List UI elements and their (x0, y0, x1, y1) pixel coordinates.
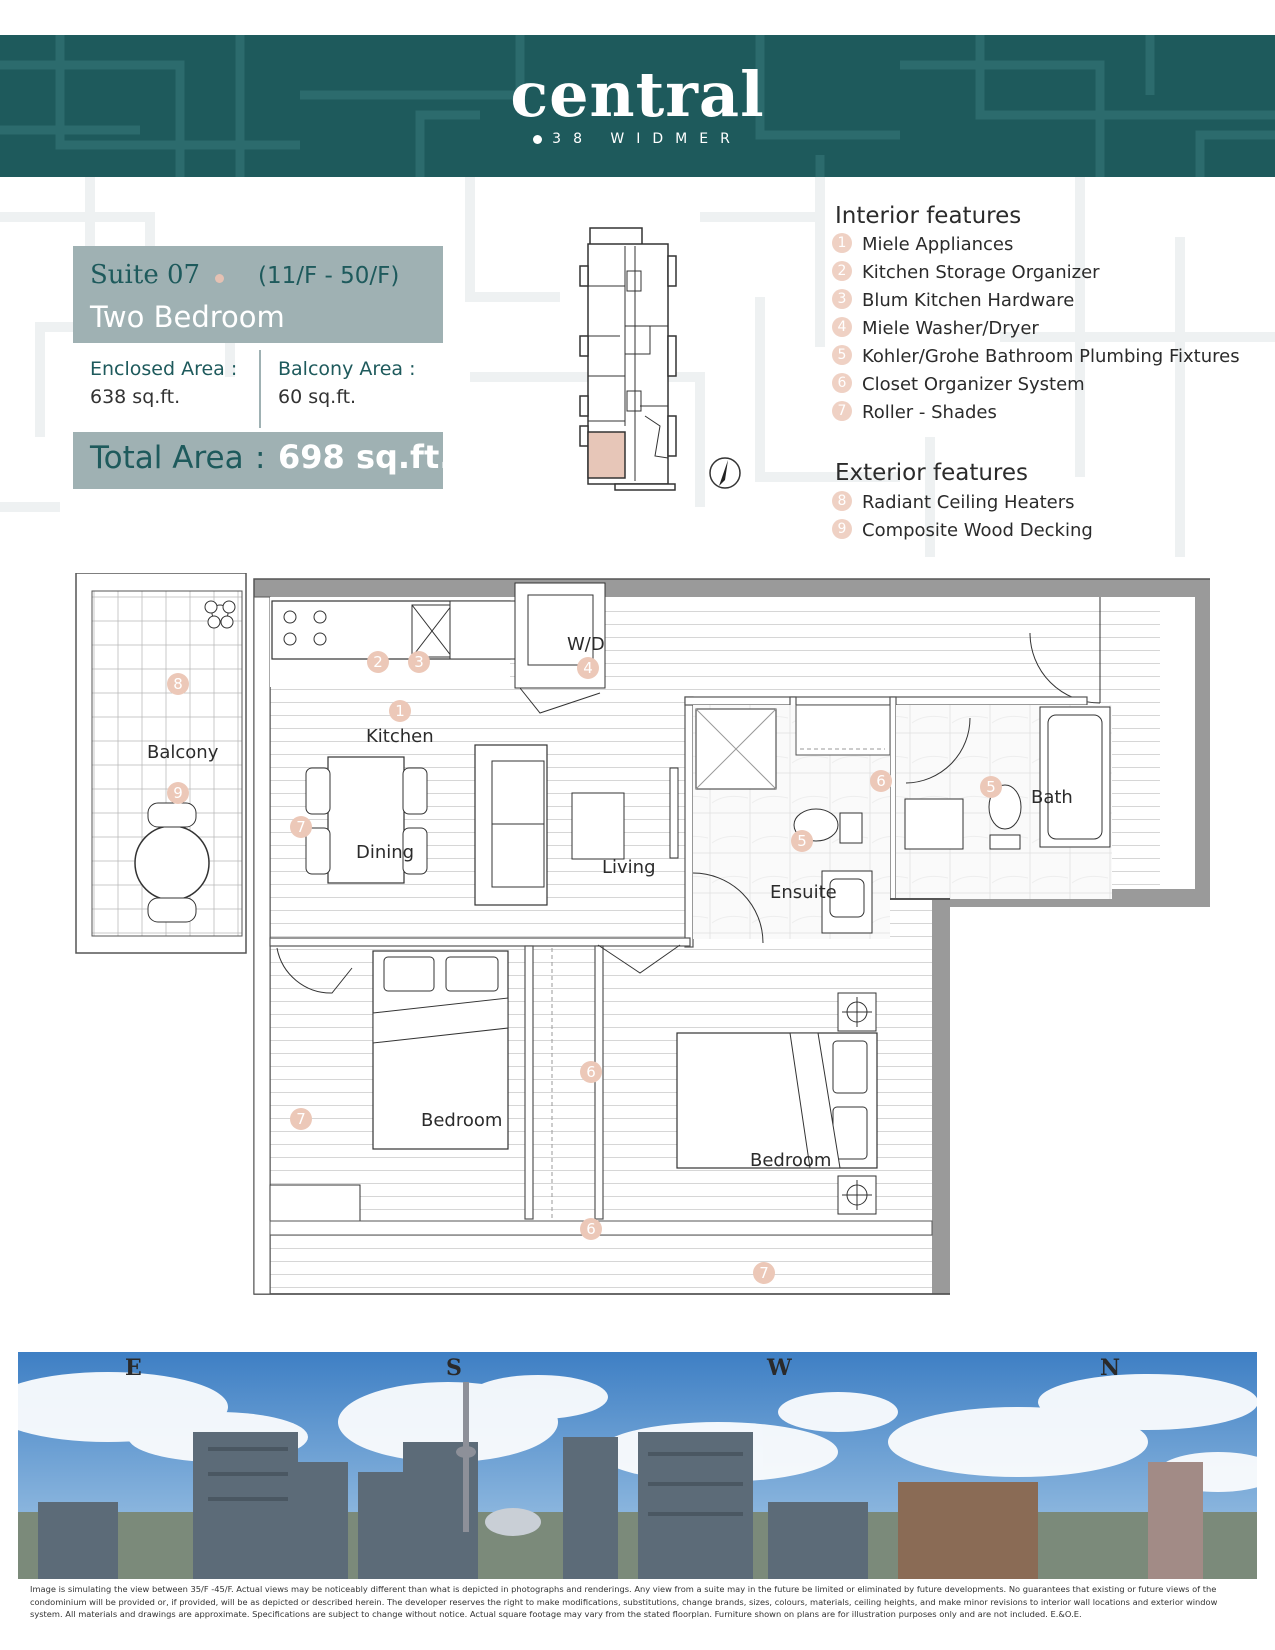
disclaimer-text: Image is simulating the view between 35/F -45/F. Actual views may be noticeably different than what is depicted in photographs and renderings. Any view from a suite may in the future be limited or eliminated by future developments. No guarantees that existing or future views of the condominium will be provided or, if provided, will be as depicted or described herein. The developer reserves the right to make modifications, substitutions, change brands, sizes, colours, materials, ceiling heights, and make minor revisions to interior wall locations and exterior window system. All materials and drawings are approximate. Specifications are subject to change without notice. Actual square footage may vary from the stated floorplan. Furniture shown on plans are for illustration purposes only and are not included. E.&O.E. (30, 1584, 1218, 1619)
floor-plan-drawing (70, 573, 1210, 1323)
feature-item (832, 492, 1093, 520)
balcony-area-value: 60 sq.ft. (278, 386, 357, 408)
plan-marker: 3 (408, 651, 430, 673)
room-label-ensuite: Ensuite (770, 882, 837, 903)
suite-type: Two Bedroom (90, 300, 285, 334)
feature-number: 4 (832, 317, 852, 337)
feature-label: Blum Kitchen Hardware (862, 290, 1075, 311)
north-compass-icon (708, 456, 742, 490)
logo-dot-icon (533, 135, 542, 144)
feature-number: 3 (832, 289, 852, 309)
plan-marker: 8 (167, 673, 189, 695)
feature-number: 9 (832, 519, 852, 539)
feature-label: Kohler/Grohe Bathroom Plumbing Fixtures (862, 346, 1240, 367)
feature-label: Radiant Ceiling Heaters (862, 492, 1075, 513)
plan-marker: 9 (167, 782, 189, 804)
feature-number: 1 (832, 233, 852, 253)
brand-logo: central (510, 58, 765, 131)
feature-item (832, 262, 1240, 290)
total-area-label: Total Area (90, 440, 244, 476)
room-label-wd: W/D (567, 634, 605, 655)
balcony-area-label: Balcony Area : (278, 358, 416, 380)
feature-label: Miele Washer/Dryer (862, 318, 1039, 339)
plan-marker: 4 (577, 657, 599, 679)
exterior-features-list (832, 492, 1093, 548)
plan-marker: 1 (389, 700, 411, 722)
room-label-dining: Dining (356, 842, 415, 863)
plan-marker: 6 (580, 1061, 602, 1083)
room-label-bedroom-2: Bedroom (750, 1150, 832, 1171)
feature-number: 8 (832, 491, 852, 511)
feature-item (832, 346, 1240, 374)
total-area-colon: : (255, 440, 266, 476)
enclosed-area-value: 638 sq.ft. (90, 386, 181, 408)
room-label-bedroom: Bedroom (421, 1110, 503, 1131)
plan-marker: 7 (290, 816, 312, 838)
direction-south: S (446, 1355, 462, 1381)
direction-north: N (1100, 1355, 1121, 1381)
room-label-balcony: Balcony (147, 742, 219, 763)
plan-marker: 7 (290, 1108, 312, 1130)
plan-marker: 6 (580, 1218, 602, 1240)
feature-label: Miele Appliances (862, 234, 1014, 255)
interior-features-heading: Interior features (835, 203, 1022, 229)
feature-item (832, 374, 1240, 402)
feature-label: Composite Wood Decking (862, 520, 1093, 541)
feature-item (832, 520, 1093, 548)
plan-marker: 7 (753, 1262, 775, 1284)
brand-subtitle (0, 131, 1275, 147)
exterior-features-heading: Exterior features (835, 460, 1029, 486)
feature-label: Roller - Shades (862, 402, 997, 423)
feature-number: 7 (832, 401, 852, 421)
feature-item (832, 318, 1240, 346)
feature-item (832, 234, 1240, 262)
feature-number: 5 (832, 345, 852, 365)
skyline-view-image (18, 1352, 1257, 1579)
building-key-plan (575, 226, 695, 491)
interior-features-list (832, 234, 1240, 430)
plan-marker: 5 (791, 830, 813, 852)
suite-floors: (11/F - 50/F) (258, 263, 400, 289)
suite-location-highlight (588, 432, 625, 478)
suite-name: Suite 07 (90, 260, 201, 290)
plan-marker: 6 (870, 770, 892, 792)
plan-marker: 5 (980, 776, 1002, 798)
feature-item (832, 290, 1240, 318)
feature-label: Kitchen Storage Organizer (862, 262, 1100, 283)
feature-number: 6 (832, 373, 852, 393)
enclosed-area-label: Enclosed Area : (90, 358, 238, 380)
feature-label: Closet Organizer System (862, 374, 1085, 395)
feature-number: 2 (832, 261, 852, 281)
total-area-value: 698 sq.ft. (278, 438, 452, 476)
room-label-living: Living (602, 857, 656, 878)
room-label-bath: Bath (1031, 787, 1073, 808)
room-label-kitchen: Kitchen (366, 726, 434, 747)
brand-address: 38 WIDMER (552, 131, 742, 147)
suite-separator-dot (215, 274, 224, 283)
plan-marker: 2 (367, 651, 389, 673)
feature-item (832, 402, 1240, 430)
direction-west: W (767, 1355, 792, 1381)
direction-east: E (125, 1355, 142, 1381)
area-divider (259, 350, 261, 428)
